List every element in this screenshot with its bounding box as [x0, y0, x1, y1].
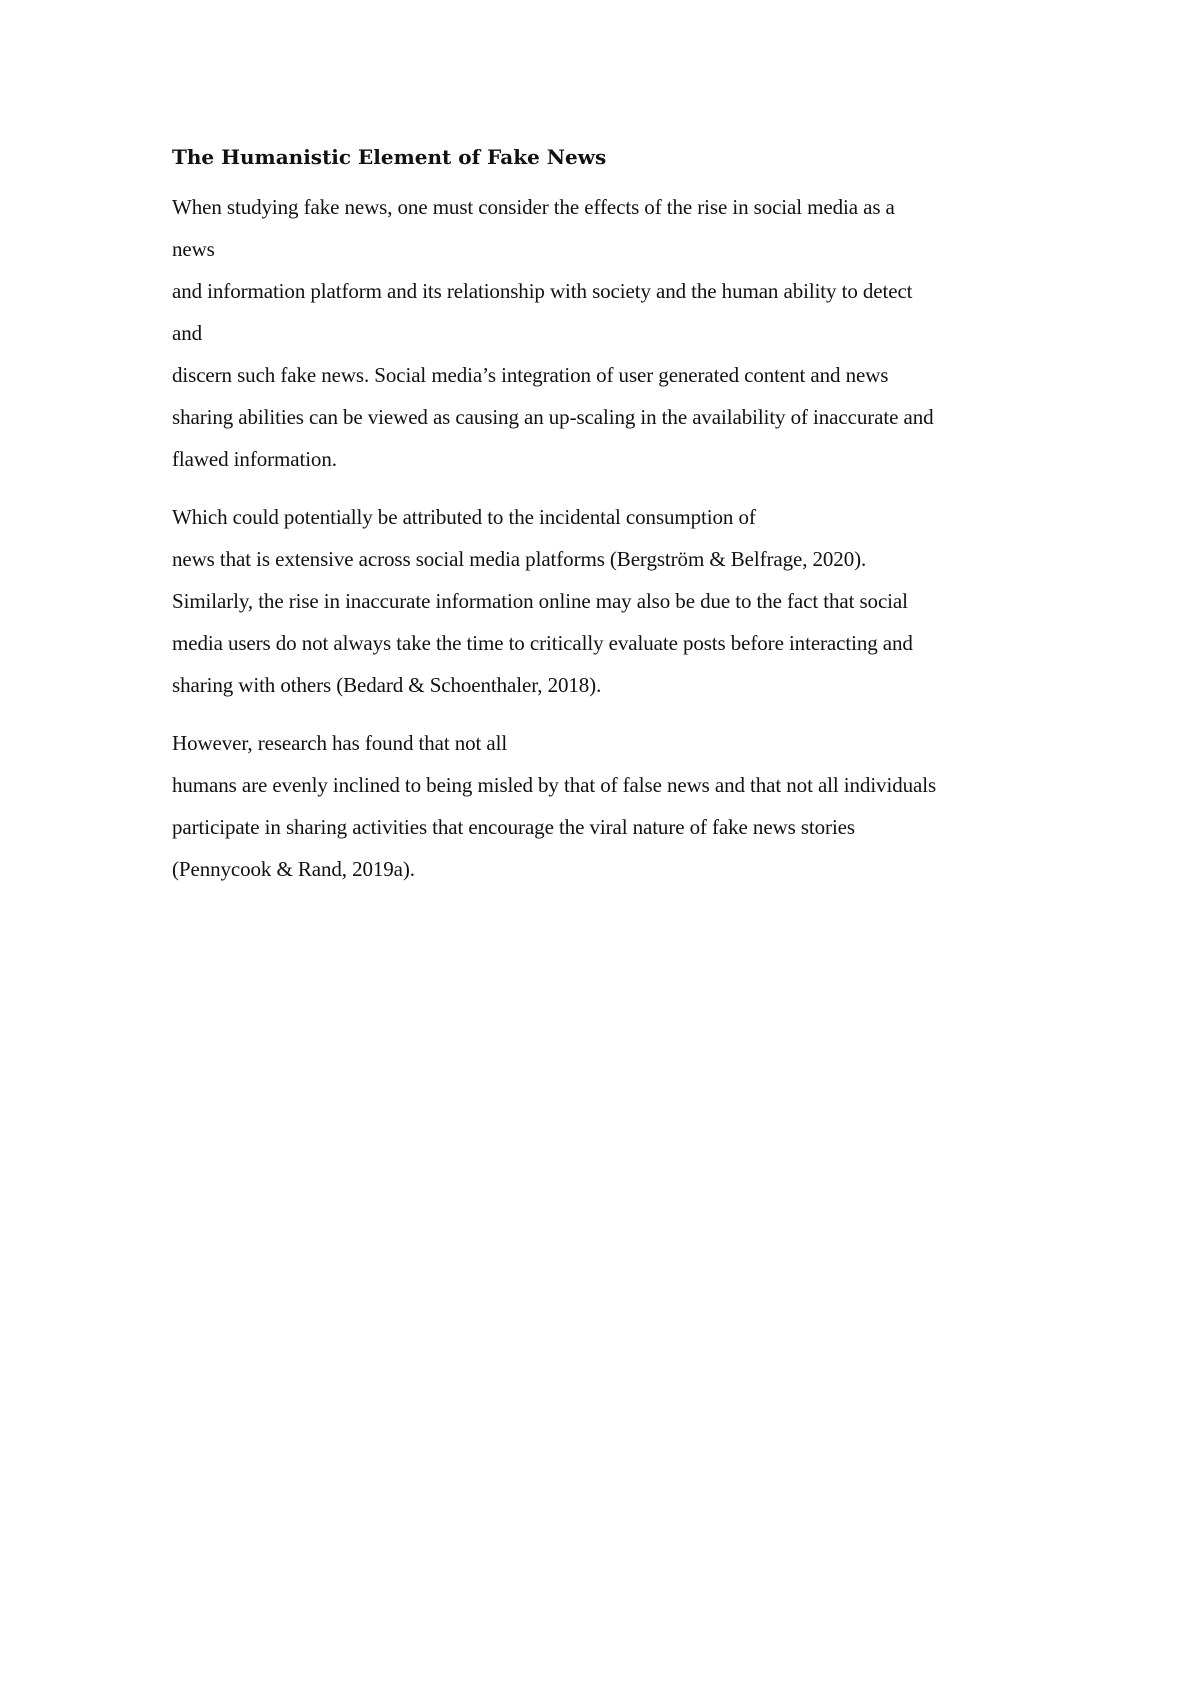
paragraph-2 [172, 496, 1072, 706]
text-line: humans are evenly inclined to being misled by that of false news and that not all individuals [172, 773, 937, 797]
paragraph-3 [172, 722, 1072, 890]
text-line: media users do not always take the time to critically evaluate posts before interacting and [172, 631, 913, 655]
document-title: The Humanistic Element of Fake News [172, 145, 607, 169]
text-line: Similarly, the rise in inaccurate information online may also be due to the fact that social [172, 589, 908, 613]
text-line: However, research has found that not all [172, 731, 508, 755]
paragraph-1 [172, 186, 1072, 480]
text-line: sharing with others (Bedard & Schoenthaler, 2018). [172, 673, 602, 697]
text-line: Which could potentially be attributed to the incidental consumption of [172, 505, 756, 529]
text-line: and information platform and its relationship with society and the human ability to detect [172, 279, 913, 303]
text-line: When studying fake news, one must consider the effects of the rise in social media as a [172, 195, 895, 219]
text-line: sharing abilities can be viewed as causing an up-scaling in the availability of inaccurate and [172, 405, 934, 429]
text-line: participate in sharing activities that encourage the viral nature of fake news stories [172, 815, 855, 839]
document-body [172, 142, 1072, 906]
text-line: and [172, 321, 203, 345]
text-line: (Pennycook & Rand, 2019a). [172, 857, 415, 881]
text-line: discern such fake news. Social media’s integration of user generated content and news [172, 363, 889, 387]
text-line: news [172, 237, 215, 261]
text-line: flawed information. [172, 447, 337, 471]
text-line: news that is extensive across social media platforms (Bergström & Belfrage, 2020). [172, 547, 867, 571]
